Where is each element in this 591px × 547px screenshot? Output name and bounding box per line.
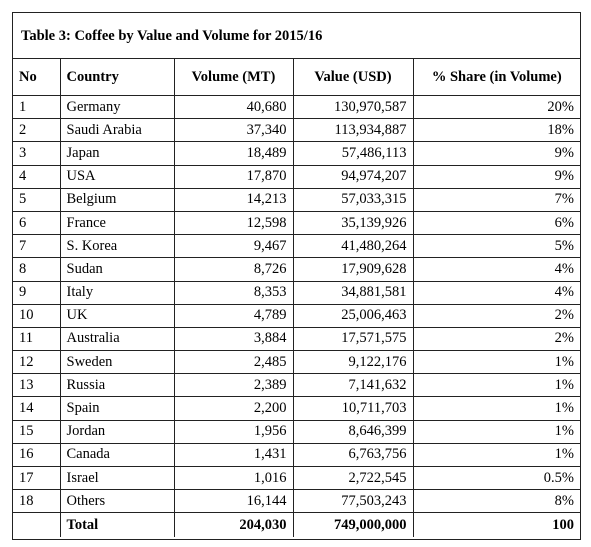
- table-row: [13, 258, 580, 281]
- row-value: 8,646,399: [293, 420, 413, 443]
- row-share: 1%: [413, 351, 580, 374]
- total-volume: 204,030: [174, 513, 293, 538]
- coffee-table: [13, 59, 580, 537]
- table-row: [13, 443, 580, 466]
- row-share: 4%: [413, 281, 580, 304]
- row-no: 12: [13, 351, 60, 374]
- table-row: [13, 119, 580, 142]
- row-no: 14: [13, 397, 60, 420]
- header-value: Value (USD): [293, 59, 413, 96]
- row-volume: 16,144: [174, 490, 293, 513]
- table-body: [13, 96, 580, 538]
- row-no: 17: [13, 467, 60, 490]
- row-country: Japan: [60, 142, 174, 165]
- table-row: [13, 467, 580, 490]
- row-value: 9,122,176: [293, 351, 413, 374]
- row-share: 1%: [413, 443, 580, 466]
- row-country: Sudan: [60, 258, 174, 281]
- table-row: [13, 327, 580, 350]
- row-country: USA: [60, 165, 174, 188]
- table-row: [13, 374, 580, 397]
- total-row: [13, 513, 580, 538]
- row-no: 4: [13, 165, 60, 188]
- row-no: 16: [13, 443, 60, 466]
- row-country: Canada: [60, 443, 174, 466]
- row-volume: 8,726: [174, 258, 293, 281]
- row-value: 7,141,632: [293, 374, 413, 397]
- row-value: 94,974,207: [293, 165, 413, 188]
- row-no: 7: [13, 235, 60, 258]
- row-share: 0.5%: [413, 467, 580, 490]
- row-volume: 8,353: [174, 281, 293, 304]
- row-country: Israel: [60, 467, 174, 490]
- row-country: Italy: [60, 281, 174, 304]
- row-country: France: [60, 211, 174, 234]
- row-value: 2,722,545: [293, 467, 413, 490]
- row-volume: 2,389: [174, 374, 293, 397]
- row-volume: 40,680: [174, 96, 293, 119]
- row-share: 2%: [413, 304, 580, 327]
- row-country: Saudi Arabia: [60, 119, 174, 142]
- row-no: 2: [13, 119, 60, 142]
- row-value: 25,006,463: [293, 304, 413, 327]
- row-no: 5: [13, 188, 60, 211]
- total-value: 749,000,000: [293, 513, 413, 538]
- row-no: 9: [13, 281, 60, 304]
- row-share: 18%: [413, 119, 580, 142]
- row-value: 57,033,315: [293, 188, 413, 211]
- row-value: 77,503,243: [293, 490, 413, 513]
- row-value: 113,934,887: [293, 119, 413, 142]
- row-share: 9%: [413, 142, 580, 165]
- table-row: [13, 397, 580, 420]
- row-value: 34,881,581: [293, 281, 413, 304]
- row-volume: 1,956: [174, 420, 293, 443]
- row-no: 13: [13, 374, 60, 397]
- row-share: 2%: [413, 327, 580, 350]
- row-volume: 18,489: [174, 142, 293, 165]
- row-value: 41,480,264: [293, 235, 413, 258]
- row-volume: 1,431: [174, 443, 293, 466]
- row-volume: 17,870: [174, 165, 293, 188]
- coffee-table-container: [12, 12, 581, 540]
- row-value: 17,571,575: [293, 327, 413, 350]
- row-share: 6%: [413, 211, 580, 234]
- row-share: 1%: [413, 420, 580, 443]
- row-value: 6,763,756: [293, 443, 413, 466]
- row-share: 9%: [413, 165, 580, 188]
- row-share: 5%: [413, 235, 580, 258]
- table-row: [13, 188, 580, 211]
- row-value: 130,970,587: [293, 96, 413, 119]
- row-share: 7%: [413, 188, 580, 211]
- row-value: 17,909,628: [293, 258, 413, 281]
- row-volume: 1,016: [174, 467, 293, 490]
- header-country: Country: [60, 59, 174, 96]
- row-no: 11: [13, 327, 60, 350]
- row-share: 4%: [413, 258, 580, 281]
- table-row: [13, 96, 580, 119]
- row-value: 10,711,703: [293, 397, 413, 420]
- table-title: Table 3: Coffee by Value and Volume for 2015/16: [13, 13, 580, 59]
- row-share: 1%: [413, 374, 580, 397]
- table-row: [13, 281, 580, 304]
- row-volume: 12,598: [174, 211, 293, 234]
- total-no: [13, 513, 60, 538]
- row-country: Spain: [60, 397, 174, 420]
- total-share: 100: [413, 513, 580, 538]
- row-no: 15: [13, 420, 60, 443]
- header-volume: Volume (MT): [174, 59, 293, 96]
- row-country: Sweden: [60, 351, 174, 374]
- row-volume: 37,340: [174, 119, 293, 142]
- table-row: [13, 490, 580, 513]
- row-country: Others: [60, 490, 174, 513]
- row-volume: 14,213: [174, 188, 293, 211]
- row-volume: 4,789: [174, 304, 293, 327]
- table-row: [13, 165, 580, 188]
- table-row: [13, 235, 580, 258]
- row-share: 20%: [413, 96, 580, 119]
- row-country: Belgium: [60, 188, 174, 211]
- row-volume: 9,467: [174, 235, 293, 258]
- row-volume: 2,200: [174, 397, 293, 420]
- row-volume: 2,485: [174, 351, 293, 374]
- table-row: [13, 142, 580, 165]
- row-country: Australia: [60, 327, 174, 350]
- row-country: S. Korea: [60, 235, 174, 258]
- row-value: 57,486,113: [293, 142, 413, 165]
- table-row: [13, 351, 580, 374]
- row-no: 3: [13, 142, 60, 165]
- row-no: 10: [13, 304, 60, 327]
- table-row: [13, 211, 580, 234]
- row-value: 35,139,926: [293, 211, 413, 234]
- row-share: 8%: [413, 490, 580, 513]
- total-label: Total: [60, 513, 174, 538]
- table-row: [13, 304, 580, 327]
- row-country: Germany: [60, 96, 174, 119]
- row-country: Russia: [60, 374, 174, 397]
- row-share: 1%: [413, 397, 580, 420]
- row-no: 18: [13, 490, 60, 513]
- header-row: [13, 59, 580, 96]
- row-country: UK: [60, 304, 174, 327]
- row-volume: 3,884: [174, 327, 293, 350]
- row-no: 6: [13, 211, 60, 234]
- row-country: Jordan: [60, 420, 174, 443]
- row-no: 1: [13, 96, 60, 119]
- table-row: [13, 420, 580, 443]
- header-share: % Share (in Volume): [413, 59, 580, 96]
- header-no: No: [13, 59, 60, 96]
- row-no: 8: [13, 258, 60, 281]
